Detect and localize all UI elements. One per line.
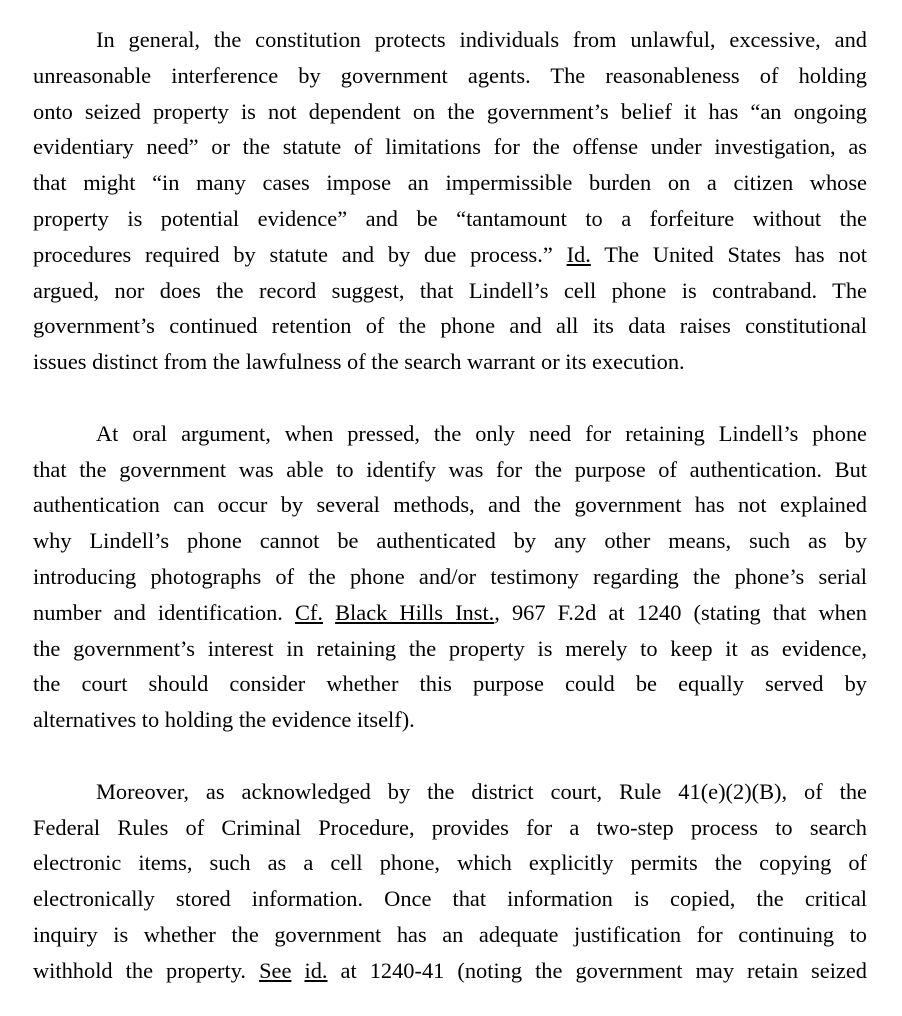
text-line: Federal Rules of Criminal Procedure, provides for a two-step process to search — [33, 814, 867, 840]
text-line: the court should consider whether this purpose could be equally served by — [33, 671, 867, 697]
text-line: onto seized property is not dependent on the government’s belief it has “an ongoing — [33, 98, 867, 124]
text-line: procedures required by statute and by due process.” Id. The United States has not — [33, 241, 868, 267]
text-line: At oral argument, when pressed, the only need for retaining Lindell’s phone — [96, 420, 867, 446]
text-line: argued, nor does the record suggest, that Lindell’s cell phone is contraband. The — [33, 277, 867, 303]
text-line: In general, the constitution protects individuals from unlawful, excessive, and — [96, 27, 867, 52]
citation-black-hills: Black Hills Inst. — [335, 599, 495, 625]
text-line: Moreover, as acknowledged by the district court, Rule 41(e)(2)(B), of the — [96, 778, 867, 804]
text-line: alternatives to holding the evidence itself). — [33, 707, 415, 733]
text-line: evidentiary need” or the statute of limitations for the offense under investigation, as — [33, 134, 867, 160]
text-line: property is potential evidence” and be “tantamount to a forfeiture without the — [33, 205, 867, 231]
paragraph-spacer — [33, 738, 867, 774]
document-page — [33, 22, 867, 989]
citation-see: See — [259, 957, 292, 983]
text-line: the government’s interest in retaining the property is merely to keep it as evidence, — [33, 635, 867, 661]
text-line: issues distinct from the lawfulness of the search warrant or its execution. — [33, 349, 685, 375]
text-line: that might “in many cases impose an impermissible burden on a citizen whose — [33, 170, 867, 196]
text-line: unreasonable interference by government agents. The reasonableness of holding — [33, 62, 867, 88]
text-line: withhold the property. See id. at 1240-41 (noting the government may retain seized — [33, 957, 867, 983]
text-line: introducing photographs of the phone and/or testimony regarding the phone’s serial — [33, 563, 867, 589]
text-line: electronically stored information. Once that information is copied, the critical — [33, 886, 867, 912]
text-line: government’s continued retention of the phone and all its data raises constitutional — [33, 313, 867, 339]
paragraph-2 — [33, 416, 867, 738]
text-line: authentication can occur by several methods, and the government has not explained — [33, 492, 867, 518]
citation-cf: Cf. — [295, 599, 323, 625]
paragraph-3 — [33, 774, 867, 989]
citation-id: Id. — [566, 241, 591, 267]
text-line: inquiry is whether the government has an adequate justification for continuing to — [33, 921, 867, 947]
text-line: number and identification. Cf. Black Hills Inst., 967 F.2d at 1240 (stating that when — [33, 599, 867, 625]
paragraph-spacer — [33, 380, 867, 416]
text-line: that the government was able to identify was for the purpose of authentication. But — [33, 456, 867, 482]
text-line: why Lindell’s phone cannot be authenticated by any other means, such as by — [33, 528, 867, 554]
paragraph-1 — [33, 22, 867, 380]
text-line: electronic items, such as a cell phone, which explicitly permits the copying of — [33, 850, 867, 876]
citation-id: id. — [304, 957, 328, 983]
